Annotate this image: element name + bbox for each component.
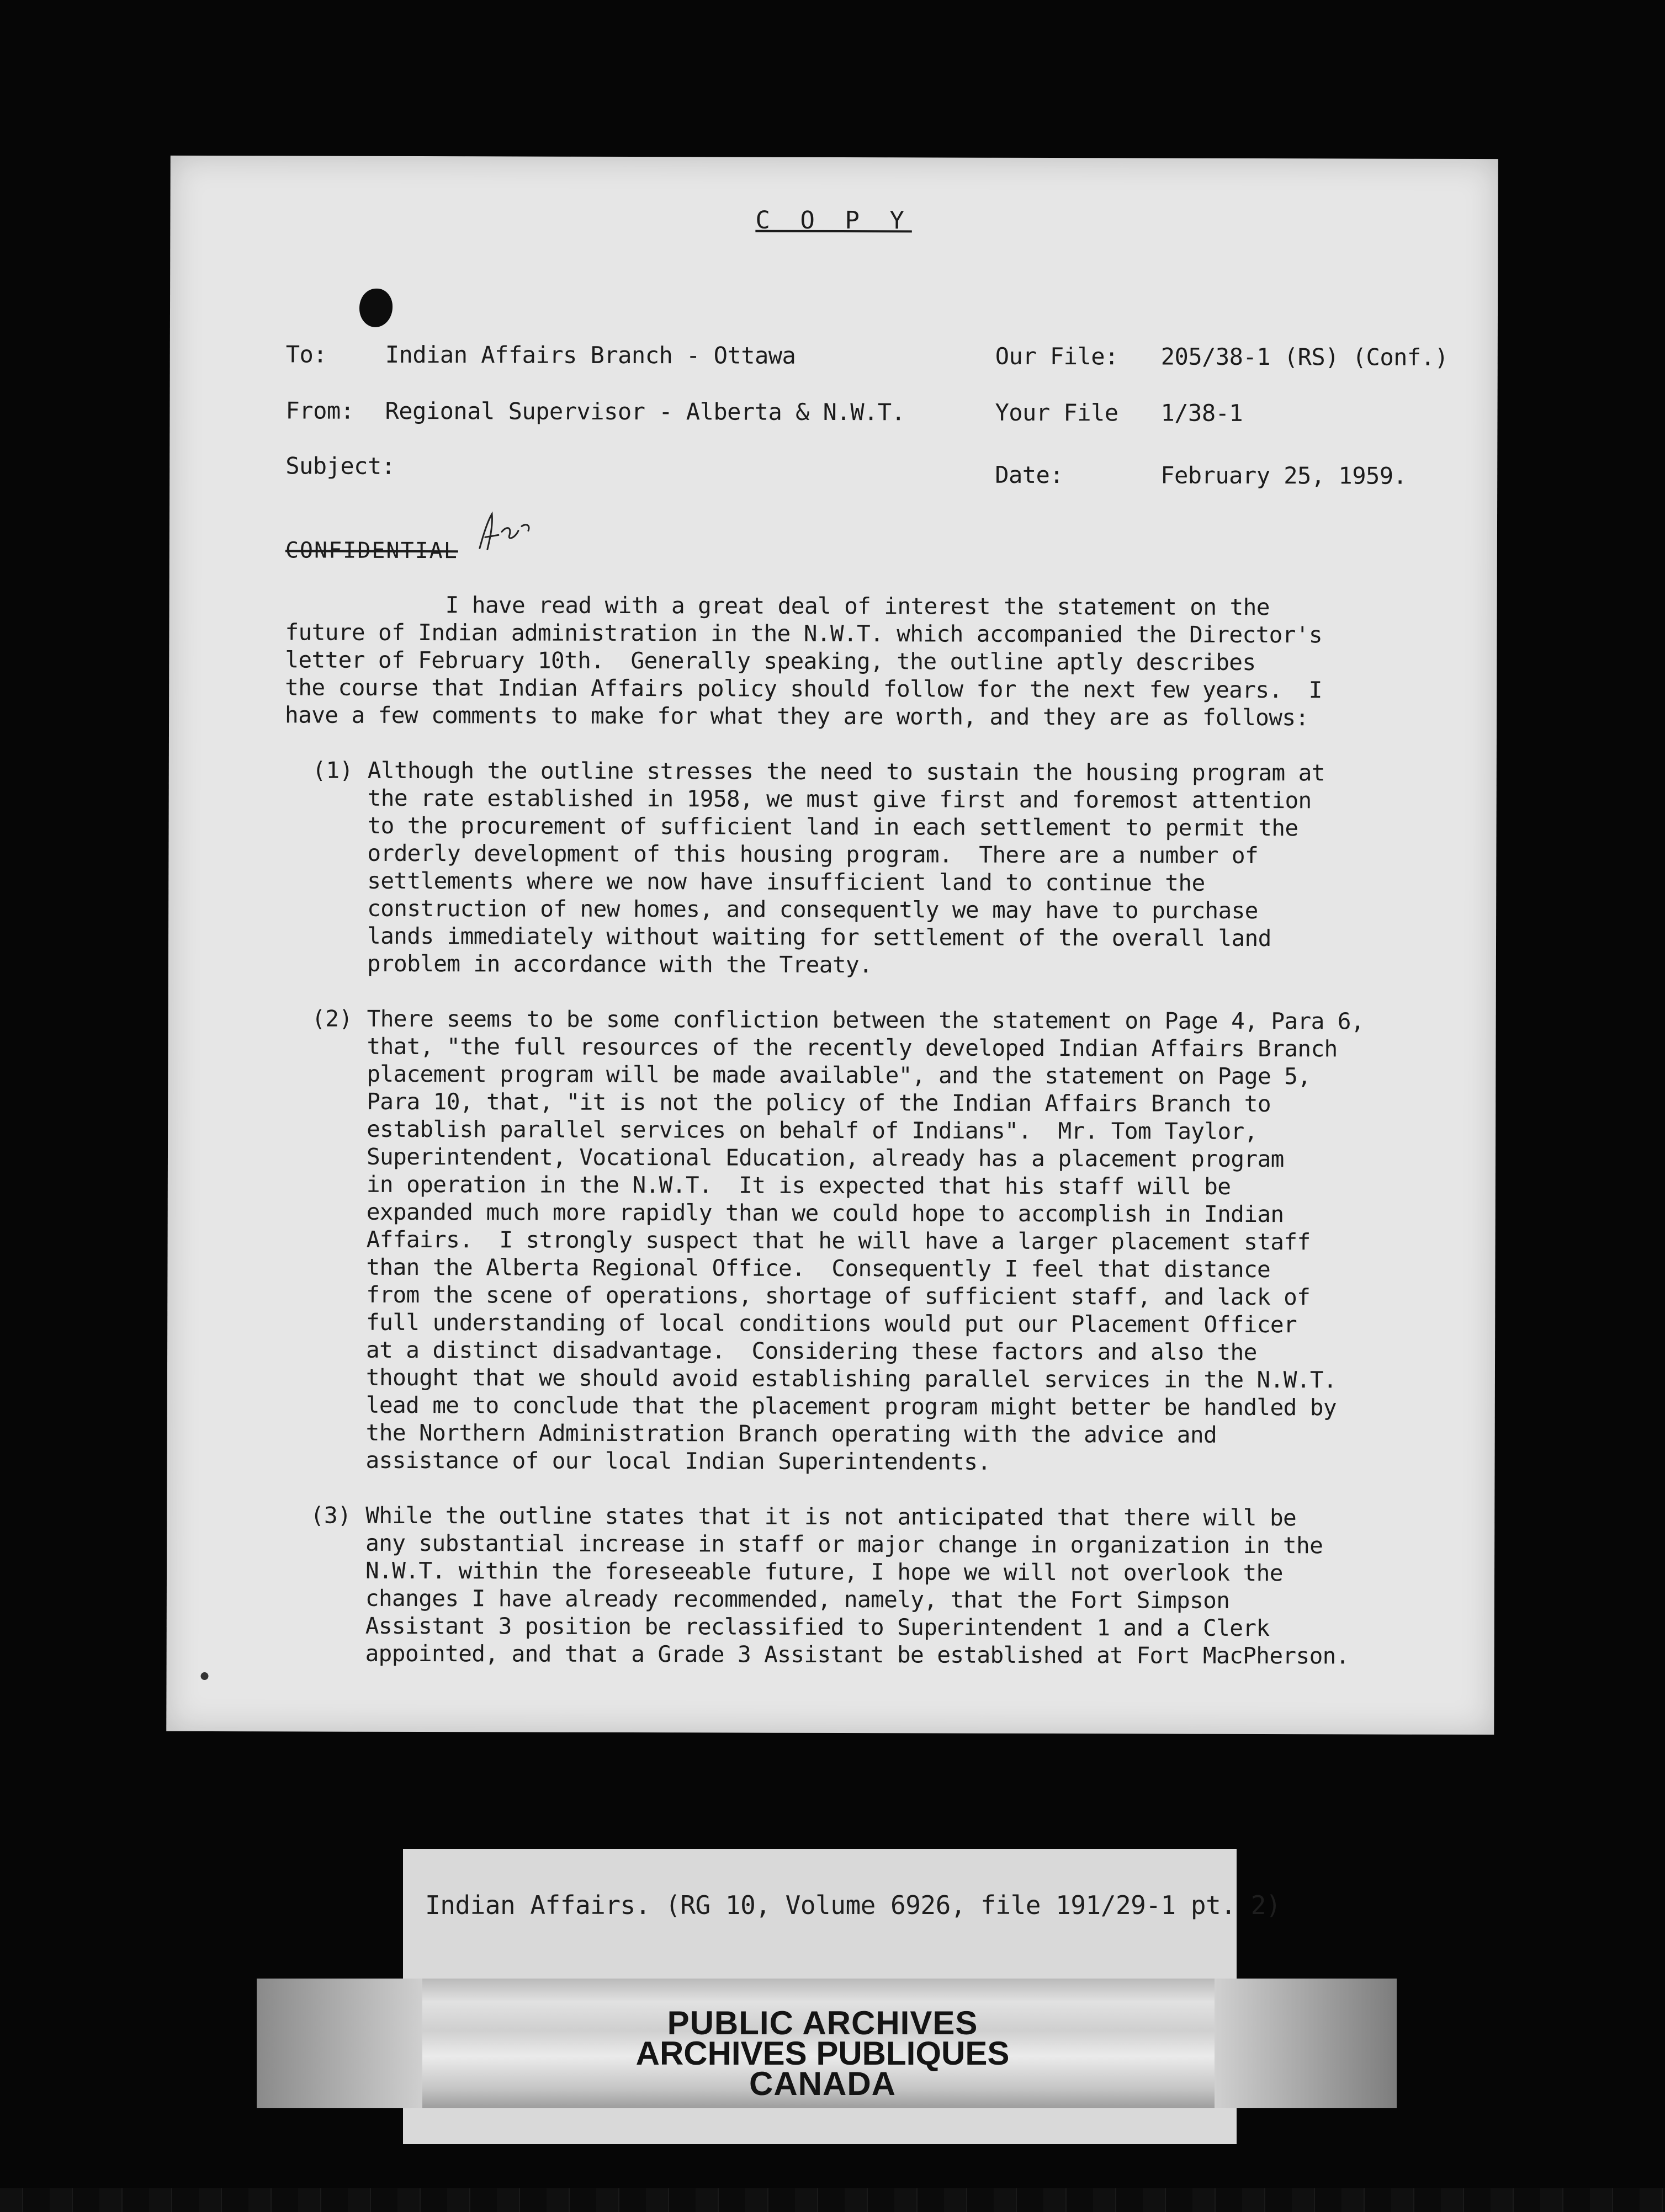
item-line: than the Alberta Regional Office. Consequently I feel that distance bbox=[366, 1253, 1271, 1283]
item-line: at a distinct disadvantage. Considering these factors and also the bbox=[366, 1336, 1257, 1366]
struck-classification: CONFIDENTIAL bbox=[285, 538, 458, 564]
stamp-line-en: PUBLIC ARCHIVES bbox=[667, 2004, 978, 2041]
our-file-value: 205/38-1 (RS) (Conf.) bbox=[1160, 343, 1449, 371]
our-file-label: Our File: bbox=[995, 342, 1118, 370]
item-line: settlements where we now have insufficient land to continue the bbox=[367, 867, 1205, 896]
archive-reference: Indian Affairs. (RG 10, Volume 6926, file 191/29-1 pt. 2) bbox=[425, 1890, 1281, 1920]
item-line: full understanding of local conditions would put our Placement Officer bbox=[366, 1309, 1297, 1338]
item-line: in operation in the N.W.T. It is expected that his staff will be bbox=[366, 1171, 1231, 1200]
stamp-line-fr: ARCHIVES PUBLIQUES bbox=[635, 2035, 1010, 2072]
to-label: To: bbox=[285, 341, 327, 368]
item-line: lead me to conclude that the placement program might better be handled by bbox=[365, 1391, 1337, 1421]
item-line: Affairs. I strongly suspect that he will have a larger placement staff bbox=[366, 1226, 1311, 1256]
archives-stamp bbox=[613, 2004, 1032, 2102]
date-label: Date: bbox=[995, 461, 1064, 489]
archive-label-card bbox=[403, 1849, 1281, 2144]
your-file-label: Your File bbox=[995, 398, 1118, 427]
item-line: thought that we should avoid establishing parallel services in the N.W.T. bbox=[365, 1364, 1337, 1394]
intro-line: have a few comments to make for what they are worth, and they are as follows: bbox=[285, 701, 1309, 731]
your-file-value: 1/38-1 bbox=[1160, 399, 1243, 427]
item-line: any substantial increase in staff or major change in organization in the bbox=[365, 1529, 1323, 1559]
numbered-item-2 bbox=[283, 1004, 1399, 1476]
item-line: expanded much more rapidly than we could hope to accomplish in Indian bbox=[366, 1198, 1284, 1228]
date-value: February 25, 1959. bbox=[1160, 461, 1407, 490]
intro-line: the course that Indian Affairs policy should follow for the next few years. I bbox=[285, 674, 1322, 704]
item-line: the rate established in 1958, we must give first and foremost attention bbox=[367, 784, 1312, 814]
from-label: From: bbox=[285, 397, 354, 424]
film-edge bbox=[0, 2188, 1665, 2212]
subject-label: Subject: bbox=[285, 452, 395, 480]
item-line: changes I have already recommended, namely, that the Fort Simpson bbox=[365, 1584, 1230, 1614]
item-line: Although the outline stresses the need to sustain the housing program at bbox=[367, 757, 1325, 786]
handwritten-initials bbox=[473, 509, 539, 554]
stray-mark bbox=[201, 1672, 209, 1680]
intro-line: I have read with a great deal of interest the statement on the bbox=[445, 592, 1270, 621]
numbered-item-3 bbox=[283, 1501, 1398, 1669]
intro-line: future of Indian administration in the N.W.T. which accompanied the Director's bbox=[285, 619, 1323, 648]
stamp-band-edge bbox=[1215, 1979, 1397, 2108]
item-line: from the scene of operations, shortage of sufficient staff, and lack of bbox=[366, 1281, 1311, 1311]
item-line: establish parallel services on behalf of Indians". Mr. Tom Taylor, bbox=[367, 1115, 1258, 1145]
item-line: Assistant 3 position be reclassified to Superintendent 1 and a Clerk bbox=[365, 1612, 1270, 1642]
intro-line: letter of February 10th. Generally speaking, the outline aptly describes bbox=[285, 646, 1256, 676]
from-value: Regional Supervisor - Alberta & N.W.T. bbox=[385, 397, 905, 426]
item-line: Superintendent, Vocational Education, already has a placement program bbox=[366, 1143, 1284, 1173]
document-title: C O P Y bbox=[755, 206, 912, 235]
item-number: (3) bbox=[310, 1502, 352, 1529]
item-line: orderly development of this housing program. There are a number of bbox=[367, 839, 1259, 869]
item-line: There seems to be some confliction between the statement on Page 4, Para 6, bbox=[367, 1005, 1365, 1035]
typed-letter-page bbox=[166, 156, 1498, 1735]
item-line: that, "the full resources of the recently developed Indian Affairs Branch bbox=[367, 1033, 1338, 1062]
numbered-item-1 bbox=[284, 756, 1400, 980]
item-number: (2) bbox=[311, 1005, 353, 1032]
letter-body bbox=[283, 591, 1401, 1669]
item-line: problem in accordance with the Treaty. bbox=[367, 950, 873, 979]
to-value: Indian Affairs Branch - Ottawa bbox=[385, 341, 796, 369]
item-line: Para 10, that, "it is not the policy of the Indian Affairs Branch to bbox=[367, 1088, 1271, 1118]
item-line: N.W.T. within the foreseeable future, I hope we will not overlook the bbox=[365, 1557, 1283, 1587]
item-line: appointed, and that a Grade 3 Assistant be established at Fort MacPherson. bbox=[365, 1640, 1349, 1669]
stamp-band-edge bbox=[257, 1979, 422, 2108]
item-line: placement program will be made available", and the statement on Page 5, bbox=[367, 1060, 1311, 1090]
item-line: lands immediately without waiting for settlement of the overall land bbox=[367, 922, 1271, 952]
item-line: assistance of our local Indian Superintendents. bbox=[365, 1447, 991, 1475]
intro-paragraph bbox=[285, 591, 1401, 731]
item-line: construction of new homes, and consequently we may have to purchase bbox=[367, 895, 1258, 924]
item-line: the Northern Administration Branch operating with the advice and bbox=[365, 1419, 1217, 1448]
item-line: to the procurement of sufficient land in each settlement to permit the bbox=[367, 812, 1298, 842]
ink-blot bbox=[359, 289, 393, 327]
item-number: (1) bbox=[312, 757, 353, 784]
item-line: While the outline states that it is not anticipated that there will be bbox=[365, 1502, 1297, 1532]
stamp-line-country: CANADA bbox=[749, 2065, 896, 2102]
